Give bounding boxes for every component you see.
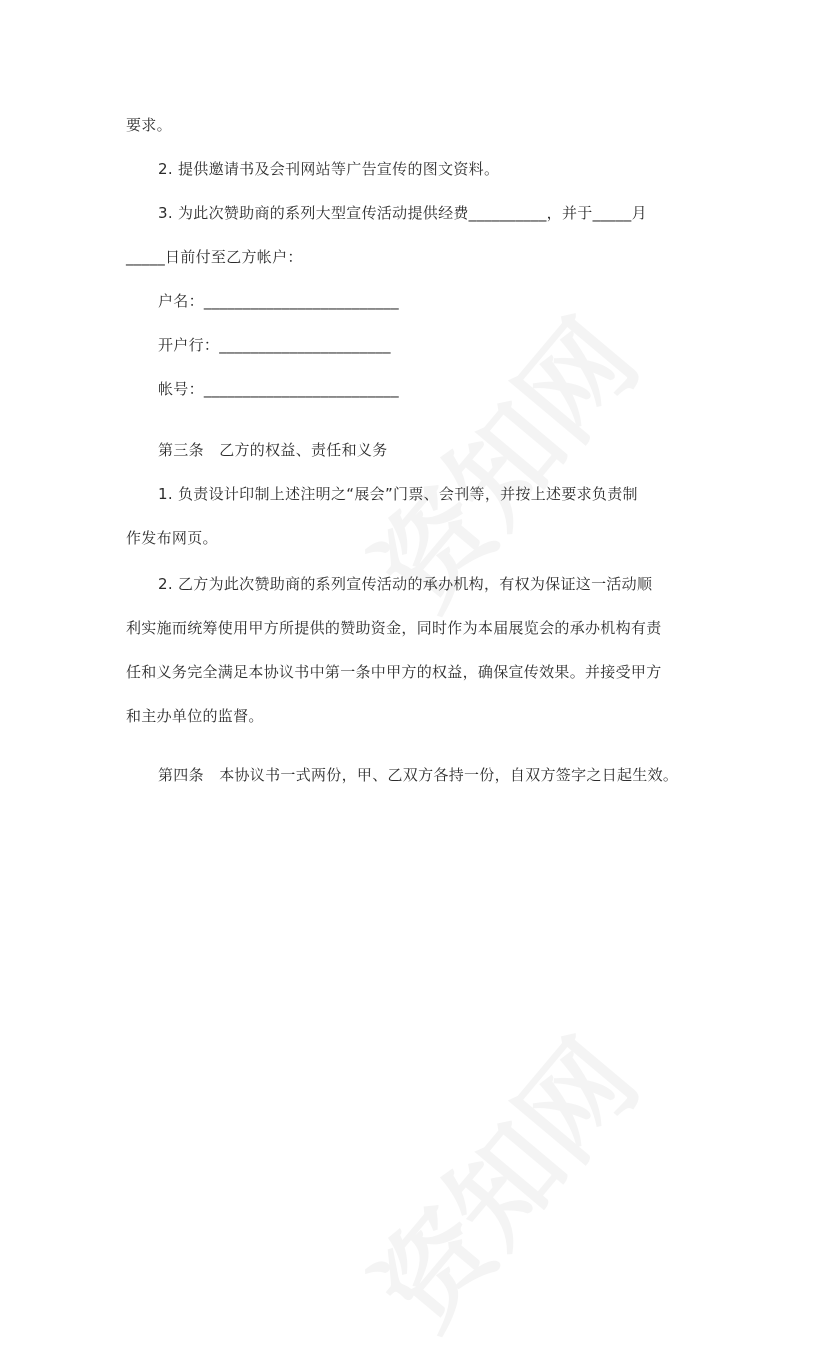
paragraph-line: _____日前付至乙方帐户： <box>126 248 303 266</box>
article-4: 第四条 本协议书一式两份，甲、乙双方各持一份，自双方签字之日起生效。 <box>158 766 679 784</box>
list-item-2: 2. 提供邀请书及会刊网站等广告宣传的图文资料。 <box>158 160 500 178</box>
list-item-3: 3. 为此次赞助商的系列大型宣传活动提供经费__________，并于_____月 <box>158 204 647 222</box>
account-number-field: 帐号：_________________________ <box>158 380 399 398</box>
watermark-bottom <box>333 1002 666 1356</box>
list-item-1: 1. 负责设计印制上述注明之“展会”门票、会刊等，并按上述要求负责制 <box>158 485 638 503</box>
bank-field: 开户行：______________________ <box>158 336 391 354</box>
paragraph-line: 要求。 <box>126 116 172 134</box>
list-item-2b: 2. 乙方为此次赞助商的系列宣传活动的承办机构，有权为保证这一活动顺 <box>158 575 653 593</box>
paragraph-line: 和主办单位的监督。 <box>126 707 264 725</box>
account-name-field: 户名：_________________________ <box>158 292 399 310</box>
paragraph-line: 利实施而统筹使用甲方所提供的赞助资金，同时作为本届展览会的承办机构有责 <box>126 619 662 637</box>
paragraph-line: 任和义务完全满足本协议书中第一条中甲方的权益，确保宣传效果。并接受甲方 <box>126 663 662 681</box>
paragraph-line: 作发布网页。 <box>126 529 218 547</box>
article-3-heading: 第三条 乙方的权益、责任和义务 <box>158 441 388 459</box>
